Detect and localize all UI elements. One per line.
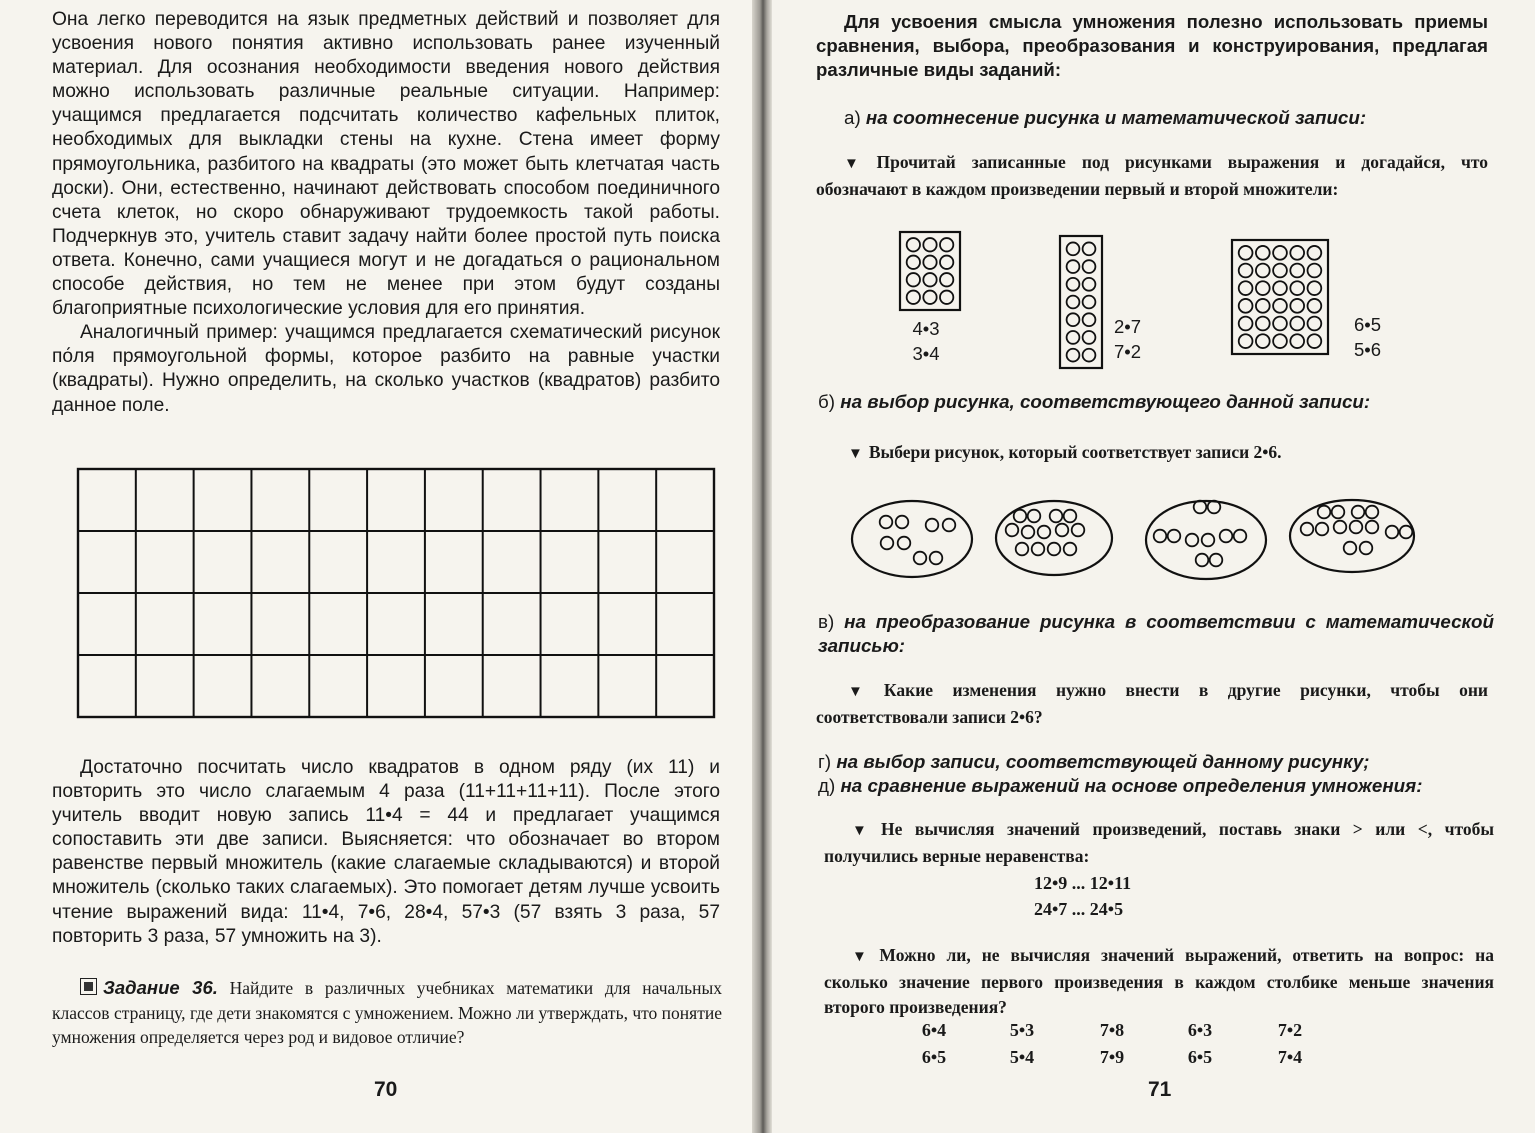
dot	[940, 291, 953, 304]
oval-dot	[1028, 510, 1041, 523]
dot	[1256, 317, 1270, 331]
oval-dot	[930, 552, 943, 565]
dot	[1083, 296, 1096, 309]
column-5-bottom: 7•4	[1277, 1047, 1303, 1067]
task-d2	[824, 943, 1494, 1020]
inequality-2: 24•7 ... 24•5	[1034, 899, 1124, 919]
oval-dot	[1350, 521, 1363, 534]
dot	[1067, 260, 1080, 273]
oval-dot	[1316, 523, 1329, 536]
oval-dot	[914, 552, 927, 565]
dot	[1239, 281, 1253, 295]
item-b-text: на выбор рисунка, соответствующего данной записи:	[840, 391, 1371, 412]
oval-dot	[1202, 534, 1215, 547]
oval-dot	[926, 519, 939, 532]
dot	[907, 273, 920, 286]
paragraph-3-text: Достаточно посчитать число квадратов в одном ряду (их 11) и повторить это число слагаемым 4 раза (11+11+11+11). После этого учитель вводит новую запись 11•4 = 44 и предлагает учащимся сопоставить эти две записи. Выясняется: что обозначает во втором равенстве первый множитель (какие слагаемые складываются) и второй множитель (сколько таких слагаемых). Это помогает детям лучше усвоить чтение выражений вида: 11•4, 7•6, 28•4, 57•3 (57 взять 3 раза, 57 повторить 3 раза, 57 умножить на 3).	[52, 757, 720, 947]
dot	[1290, 317, 1304, 331]
dot	[1308, 246, 1322, 260]
triangle-bullet-icon: ▼	[852, 949, 874, 965]
dot	[940, 238, 953, 251]
column-4	[1178, 1017, 1222, 1071]
task-d1-text: Не вычисляя значений произведений, поставь знаки > или <, чтобы получились верные неравенства:	[824, 819, 1494, 866]
oval-dot	[1154, 530, 1167, 543]
dot	[1273, 246, 1287, 260]
oval-dot	[1186, 534, 1199, 547]
oval-dot	[1064, 510, 1077, 523]
dot	[1083, 242, 1096, 255]
fig3-expressions	[1354, 312, 1381, 362]
dot	[1256, 264, 1270, 278]
dot	[1290, 264, 1304, 278]
item-v-text: на преобразование рисунка в соответствии с математической записью:	[818, 611, 1494, 656]
oval-dot	[1196, 554, 1209, 567]
item-g-letter: г)	[818, 751, 832, 772]
oval-dot	[1318, 506, 1331, 519]
dot	[940, 256, 953, 269]
oval-figures	[772, 492, 1535, 587]
task-b	[848, 440, 1488, 467]
dot-figure-3	[1232, 240, 1328, 354]
triangle-bullet-icon: ▼	[848, 684, 878, 700]
oval-dot	[1048, 543, 1061, 556]
oval-dot	[1366, 521, 1379, 534]
oval-dot	[1366, 506, 1379, 519]
dot	[1239, 334, 1253, 348]
task-v	[816, 678, 1488, 730]
column-2-top: 5•3	[1009, 1020, 1035, 1040]
column-2	[1000, 1017, 1044, 1071]
oval-dot	[1301, 523, 1314, 536]
item-d-letter: д)	[818, 775, 836, 796]
dot	[923, 273, 936, 286]
dot	[1067, 313, 1080, 326]
paragraph-1	[52, 8, 720, 418]
oval-dot	[1016, 543, 1029, 556]
oval-dot	[1360, 542, 1373, 555]
oval-dot	[881, 537, 894, 550]
fig3-expr1: 6•5	[1354, 314, 1382, 335]
oval-dot	[1334, 521, 1347, 534]
column-2-bottom: 5•4	[1009, 1047, 1035, 1067]
oval-dot	[1072, 524, 1085, 537]
dot	[1083, 349, 1096, 362]
oval-dot	[898, 537, 911, 550]
column-3-top: 7•8	[1099, 1020, 1125, 1040]
dot	[1290, 281, 1304, 295]
dot	[1083, 313, 1096, 326]
dot	[923, 238, 936, 251]
item-d-heading	[818, 774, 1422, 798]
dot	[907, 256, 920, 269]
oval-dot	[1168, 530, 1181, 543]
oval-dot	[1064, 543, 1077, 556]
oval-dot	[1344, 542, 1357, 555]
dot	[1256, 334, 1270, 348]
dot	[1273, 317, 1287, 331]
column-1	[912, 1017, 956, 1071]
oval-dot	[943, 519, 956, 532]
oval-figure-1	[852, 501, 972, 577]
dot	[1256, 246, 1270, 260]
task-d2-text: Можно ли, не вычисляя значений выражений, ответить на вопрос: на сколько значение первого произведения в каждом столбике меньше значения второго произведения?	[824, 945, 1494, 1017]
triangle-bullet-icon: ▼	[852, 823, 875, 839]
dot	[1067, 331, 1080, 344]
page-number-right: 71	[1148, 1078, 1172, 1101]
oval-dot	[1234, 530, 1247, 543]
oval-dot	[1056, 524, 1069, 537]
dot	[1290, 246, 1304, 260]
dot	[1308, 317, 1322, 331]
oval-dot	[1352, 506, 1365, 519]
dot-figure-1	[900, 232, 960, 310]
column-3	[1090, 1017, 1134, 1071]
task-a	[816, 150, 1488, 202]
item-v-heading	[818, 610, 1494, 658]
task-d1	[824, 817, 1494, 869]
fig1-expressions	[906, 316, 946, 366]
dot	[1308, 334, 1322, 348]
triangle-bullet-icon: ▼	[848, 446, 863, 462]
item-a-letter: а)	[844, 107, 861, 128]
dot	[1273, 281, 1287, 295]
task-36	[52, 976, 722, 1050]
dot	[923, 291, 936, 304]
fig2-expressions	[1114, 314, 1141, 364]
task-a-text: Прочитай записанные под рисунками выражения и догадайся, что обозначают в каждом произведении первый и второй множители:	[816, 152, 1488, 199]
dot	[1290, 334, 1304, 348]
inequalities	[1034, 870, 1131, 922]
oval-dot	[1194, 501, 1207, 514]
dot	[1083, 260, 1096, 273]
oval-dot	[1038, 526, 1051, 539]
dot	[1273, 264, 1287, 278]
tile-grid	[76, 467, 716, 719]
dot	[1256, 299, 1270, 313]
paragraph-1-text: Она легко переводится на язык предметных действий и позволяет для усвоения нового понятия активно использовать ранее изученный материал. Для осознания необходимости введения нового действия можно использовать различные реальные ситуации. Например: учащимся предлагается подсчитать количество кафельных плиток, необходимых для выкладки стены на кухне. Стена имеет форму прямоугольника, разбитого на квадраты (это может быть клетчатая часть доски). Они, естественно, начинают действовать способом поединичного счета клеток, но скоро обнаруживают трудоемкость такой работы. Подчеркнув это, учитель ставит задачу найти более простой путь поиска ответа. Конечно, сами учащиеся могут и не догадаться о рациональном способе действия, но тем не менее при этом будут созданы благоприятные психологические условия для его принятия.	[52, 9, 720, 320]
dot	[1239, 264, 1253, 278]
dot	[1083, 278, 1096, 291]
dot	[907, 291, 920, 304]
fig1-expr2: 3•4	[912, 343, 940, 364]
item-d-text: на сравнение выражений на основе определения умножения:	[840, 775, 1423, 796]
oval-dot	[1386, 526, 1399, 539]
dot-figures	[772, 220, 1535, 380]
dot	[1067, 242, 1080, 255]
task-label: Задание 36.	[103, 977, 218, 998]
task-b-text: Выбери рисунок, который соответствует записи 2•6.	[868, 442, 1282, 462]
column-5-top: 7•2	[1277, 1020, 1303, 1040]
oval-dot	[1332, 506, 1345, 519]
dot	[1256, 281, 1270, 295]
dot	[1308, 281, 1322, 295]
oval-dot	[1208, 501, 1221, 514]
intro-text: Для усвоения смысла умножения полезно использовать приемы сравнения, выбора, преобразования и конструирования, предлагая различные виды заданий:	[816, 11, 1488, 80]
dot	[1067, 296, 1080, 309]
item-b-letter: б)	[818, 391, 836, 412]
fig1-expr1: 4•3	[912, 318, 940, 339]
oval-dot	[1022, 526, 1035, 539]
dot	[1239, 246, 1253, 260]
dot	[1239, 317, 1253, 331]
dot	[940, 273, 953, 286]
column-4-top: 6•3	[1187, 1020, 1213, 1040]
right-page	[772, 0, 1535, 1133]
oval-dot	[1014, 510, 1027, 523]
task-text: Найдите в различных учебниках математики для начальных классов страницу, где дети знакомятся с умножением. Можно ли утверждать, что понятие умножения определяется через род и видовое отличие?	[52, 978, 723, 1047]
dot	[1290, 299, 1304, 313]
oval-dot	[1032, 543, 1045, 556]
fig2-expr2: 7•2	[1114, 341, 1142, 362]
column-4-bottom: 6•5	[1187, 1047, 1213, 1067]
dot	[907, 238, 920, 251]
task-box-icon	[80, 978, 97, 995]
paragraph-2-text: Аналогичный пример: учащимся предлагается схематический рисунок по́ля прямоугольной формы, которое разбито на равные участки (квадраты). Нужно определить, на сколько участков (квадратов) разбито данное поле.	[52, 322, 720, 416]
left-page	[0, 0, 752, 1133]
dot	[1067, 349, 1080, 362]
oval-dot	[896, 516, 909, 529]
dot	[1239, 299, 1253, 313]
oval-dot	[1006, 524, 1019, 537]
dot	[1083, 331, 1096, 344]
column-3-bottom: 7•9	[1099, 1047, 1125, 1067]
item-a-heading	[844, 106, 1366, 130]
fig3-expr2: 5•6	[1354, 339, 1382, 360]
item-g-heading	[818, 750, 1370, 774]
item-v-letter: в)	[818, 611, 835, 632]
item-g-text: на выбор записи, соответствующей данному рисунку;	[836, 751, 1370, 772]
oval-dot	[1220, 530, 1233, 543]
dot	[1273, 334, 1287, 348]
oval-dot	[1050, 510, 1063, 523]
dot	[1273, 299, 1287, 313]
oval-dot	[880, 516, 893, 529]
dot	[1067, 278, 1080, 291]
task-v-text: Какие изменения нужно внести в другие рисунки, чтобы они соответствовали записи 2•6?	[816, 680, 1488, 727]
oval-dot	[1400, 526, 1413, 539]
fig2-expr1: 2•7	[1114, 316, 1142, 337]
dot	[1308, 264, 1322, 278]
item-a-text: на соотнесение рисунка и математической записи:	[865, 107, 1367, 128]
dot	[923, 256, 936, 269]
triangle-bullet-icon: ▼	[844, 156, 871, 172]
dot	[1308, 299, 1322, 313]
column-1-top: 6•4	[921, 1020, 947, 1040]
paragraph-3	[52, 756, 720, 949]
inequality-1: 12•9 ... 12•11	[1034, 873, 1132, 893]
column-1-bottom: 6•5	[921, 1047, 947, 1067]
item-b-heading	[818, 390, 1370, 414]
book-gutter	[752, 0, 772, 1133]
oval-figure-2	[996, 501, 1112, 575]
column-5	[1268, 1017, 1312, 1071]
oval-dot	[1210, 554, 1223, 567]
page-number-left: 70	[374, 1078, 398, 1101]
